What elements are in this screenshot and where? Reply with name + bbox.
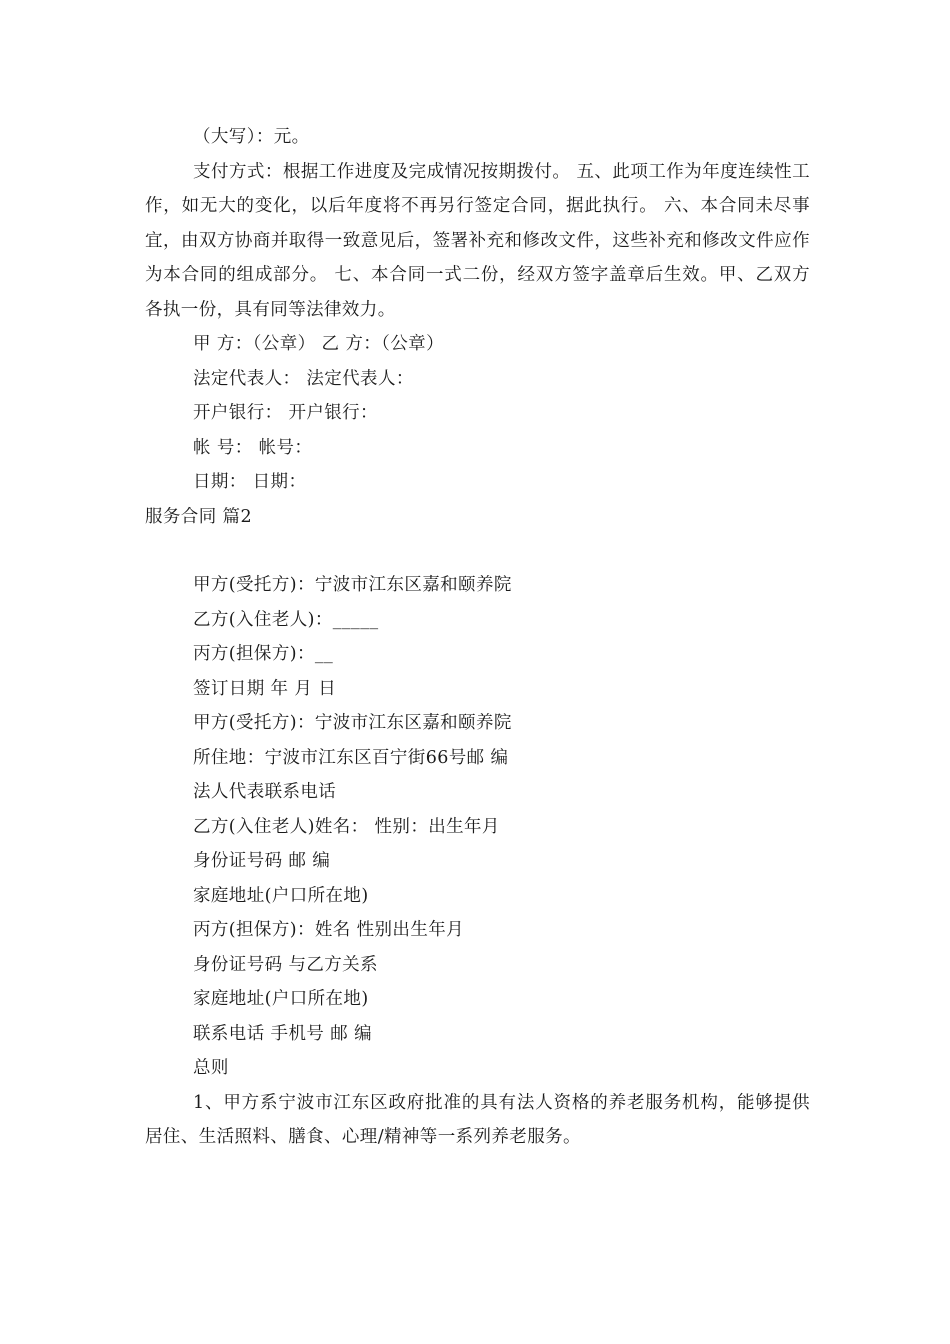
payment-paragraph: 支付方式：根据工作进度及完成情况按期拨付。 五、此项工作为年度连续性工作，如无大的变化，以后年度将不再另行签定合同，据此执行。 六、本合同未尽事宜，由双方协商并取得一致意见后，签署补充和修改文件，这些补充和修改文件应作为本合同的组成部分。 七、本合同一式二份，经双方签字盖章后生效。甲、乙双方各执一份，具有同等法律效力。 [145, 161, 810, 320]
general-provisions-heading: 总则 [193, 1058, 229, 1078]
amount-line: （大写）：元。 [193, 127, 310, 147]
contract-line: 乙方(入住老人)：_____ [193, 609, 379, 630]
contract-line: 丙方(担保方)：姓名 性别出生年月 [193, 920, 465, 940]
contract-line: 所住地：宁波市江东区百宁街66号邮 编 [193, 747, 509, 768]
date-line: 日期： 日期： [193, 472, 307, 492]
legal-rep-line: 法定代表人： 法定代表人： [193, 368, 414, 389]
clause-1-paragraph: 1、甲方系宁波市江东区政府批准的具有法人资格的养老服务机构，能够提供居住、生活照料、膳食、心理/精神等一系列养老服务。 [145, 1092, 810, 1147]
account-line: 帐 号： 帐号： [193, 437, 313, 458]
contract-line: 签订日期 年 月 日 [193, 678, 337, 699]
contract-line: 身份证号码 邮 编 [193, 851, 331, 871]
section-gap [145, 534, 810, 568]
contract-line: 甲方(受托方)：宁波市江东区嘉和颐养院 [193, 713, 512, 733]
party-signature-line: 甲 方：（公章） 乙 方：（公章） [193, 334, 444, 354]
contract-line: 身份证号码 与乙方关系 [193, 954, 378, 975]
contract-line: 联系电话 手机号 邮 编 [193, 1023, 372, 1044]
contract-line: 家庭地址(户口所在地) [193, 989, 369, 1009]
document-body [145, 120, 810, 1155]
contract-line: 甲方(受托方)：宁波市江东区嘉和颐养院 [193, 575, 512, 595]
contract-line: 法人代表联系电话 [193, 782, 337, 802]
section-title: 服务合同 篇2 [145, 506, 252, 527]
contract-line: 乙方(入住老人)姓名： 性别：出生年月 [193, 816, 500, 837]
bank-line: 开户银行： 开户银行： [193, 403, 378, 423]
contract-line: 家庭地址(户口所在地) [193, 885, 369, 906]
contract-line: 丙方(担保方)：__ [193, 644, 334, 664]
